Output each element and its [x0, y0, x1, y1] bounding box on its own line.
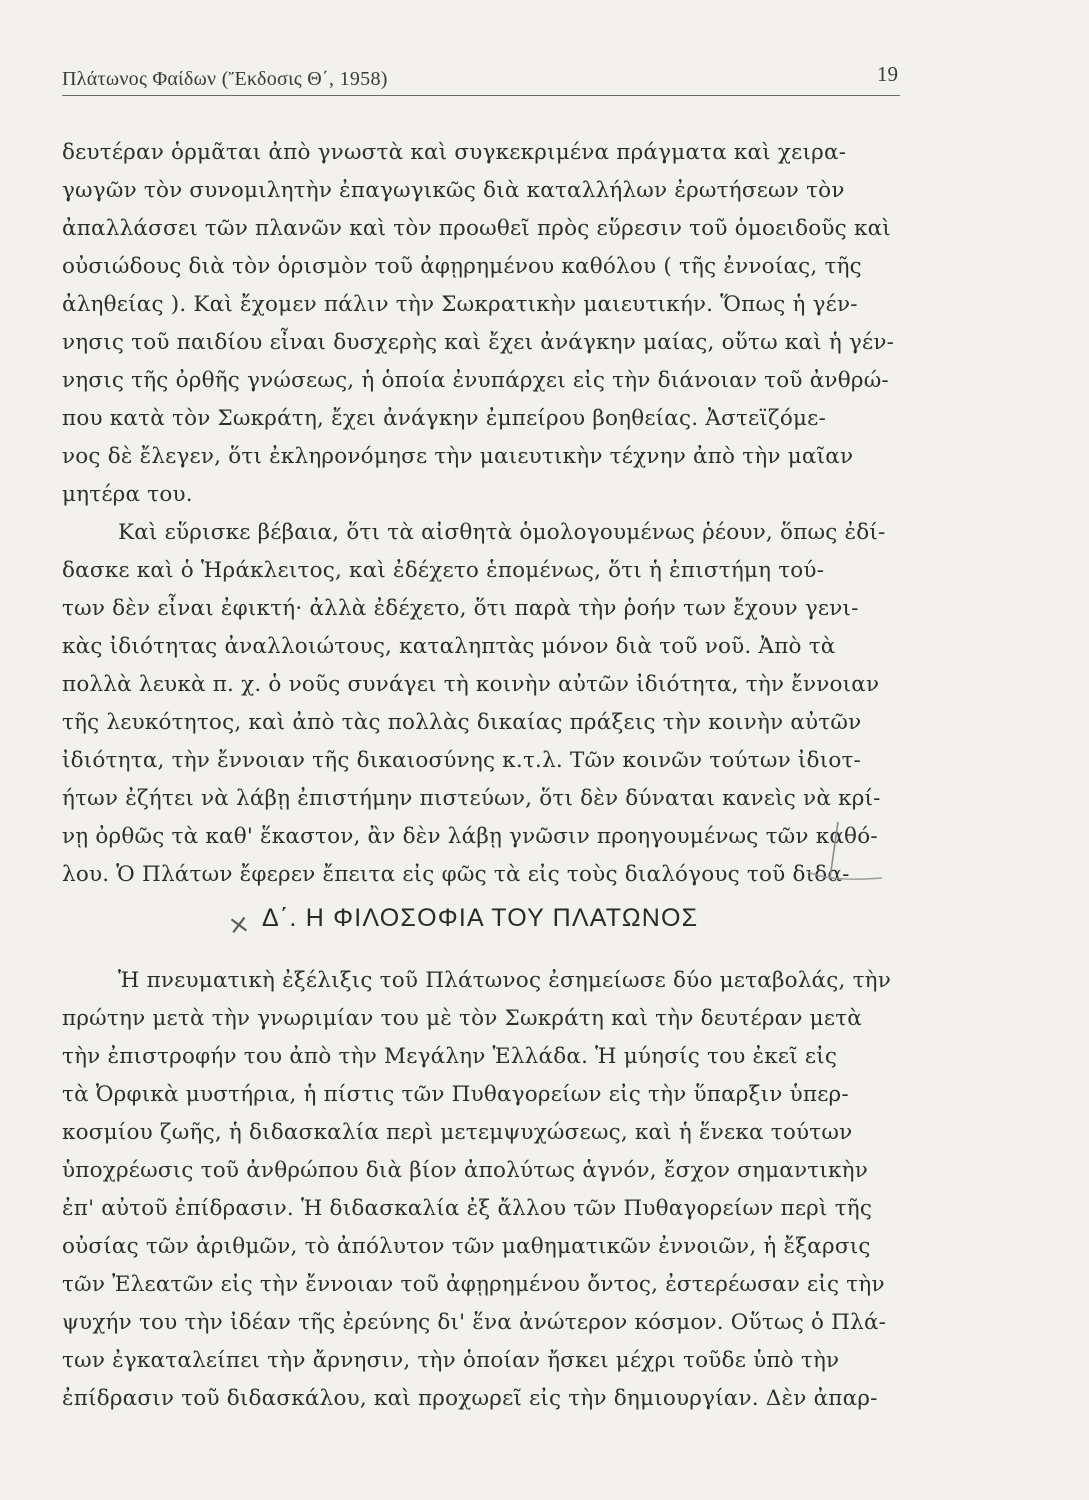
text-line: ἀπαλλάσσει τῶν πλανῶν καὶ τὸν προωθεῖ πρὸς εὕρεσιν τοῦ ὁμοειδοῦς καὶ: [62, 216, 891, 241]
header-title: Πλάτωνος Φαίδων (Ἔκδοσις Θ΄, 1958): [62, 68, 388, 90]
text-line: δευτέραν ὁρμᾶται ἀπὸ γνωστὰ καὶ συγκεκριμένα πράγματα καὶ χειρα-: [62, 140, 847, 165]
text-line: μητέρα του.: [62, 482, 193, 507]
page-number: 19: [877, 62, 898, 86]
text-line: οὐσιώδους διὰ τὸν ὁρισμὸν τοῦ ἀφῃρημένου καθόλου ( τῆς ἐννοίας, τῆς: [62, 254, 862, 279]
text-line: λου. Ὁ Πλάτων ἔφερεν ἔπειτα εἰς φῶς τὰ εἰς τοὺς διαλόγους τοῦ διδα-: [62, 862, 850, 887]
text-line: που κατὰ τὸν Σωκράτη, ἔχει ἀνάγκην ἐμπείρου βοηθείας. Ἀστεϊζόμε-: [62, 406, 826, 431]
text-line: ήτων ἐζήτει νὰ λάβῃ ἐπιστήμην πιστεύων, ὅτι δὲν δύναται κανεὶς νὰ κρί-: [62, 786, 881, 811]
text-line: πρώτην μετὰ τὴν γνωριμίαν του μὲ τὸν Σωκράτη καὶ τὴν δευτέραν μετὰ: [62, 1006, 863, 1031]
text-line: ἐπ' αὐτοῦ ἐπίδρασιν. Ἡ διδασκαλία ἐξ ἄλλου τῶν Πυθαγορείων περὶ τῆς: [62, 1196, 873, 1221]
text-line: κοσμίου ζωῆς, ἡ διδασκαλία περὶ μετεμψυχώσεως, καὶ ἡ ἕνεκα τούτων: [62, 1120, 853, 1145]
running-header: [62, 62, 900, 92]
text-line: ἰδιότητα, τὴν ἔννοιαν τῆς δικαιοσύνης κ.τ.λ. Τῶν κοινῶν τούτων ἰδιοτ-: [62, 748, 862, 773]
cross-mark-icon: ×: [226, 908, 252, 942]
header-rule: [62, 95, 900, 96]
text-line: νῃ ὀρθῶς τὰ καθ' ἕκαστον, ἂν δὲν λάβῃ γνῶσιν προηγουμένως τῶν καθό-: [62, 824, 878, 849]
text-line: τῆς λευκότητος, καὶ ἀπὸ τὰς πολλὰς δικαίας πράξεις τὴν κοινὴν αὐτῶν: [62, 710, 862, 735]
text-line: ἐπίδρασιν τοῦ διδασκάλου, καὶ προχωρεῖ εἰς τὴν δημιουργίαν. Δὲν ἀπαρ-: [62, 1386, 878, 1411]
text-line: τὴν ἐπιστροφήν του ἀπὸ τὴν Μεγάλην Ἑλλάδα. Ἡ μύησίς του ἐκεῖ εἰς: [62, 1044, 838, 1069]
text-line: ἀληθείας ). Καὶ ἔχομεν πάλιν τὴν Σωκρατικὴν μαιευτικήν. Ὅπως ἡ γέν-: [62, 292, 858, 317]
text-line: νος δὲ ἔλεγεν, ὅτι ἐκληρονόμησε τὴν μαιευτικὴν τέχνην ἀπὸ τὴν μαῖαν: [62, 444, 854, 469]
text-line: Καὶ εὕρισκε βέβαια, ὅτι τὰ αἰσθητὰ ὁμολογουμένως ῥέουν, ὅπως ἐδί-: [118, 520, 886, 545]
text-line: Ἡ πνευματικὴ ἐξέλιξις τοῦ Πλάτωνος ἐσημείωσε δύο μεταβολάς, τὴν: [118, 968, 892, 993]
text-line: γωγῶν τὸν συνομιλητὴν ἐπαγωγικῶς διὰ καταλλήλων ἐρωτήσεων τὸν: [62, 178, 845, 203]
text-line: των ἐγκαταλείπει τὴν ἄρνησιν, τὴν ὁποίαν ἤσκει μέχρι τοῦδε ὑπὸ τὴν: [62, 1348, 840, 1373]
text-line: πολλὰ λευκὰ π. χ. ὁ νοῦς συνάγει τὴ κοινὴν αὐτῶν ἰδιότητα, τὴν ἔννοιαν: [62, 672, 880, 697]
section-heading: Δ΄. Η ΦΙΛΟΣΟΦΙΑ ΤΟΥ ΠΛΑΤΩΝΟΣ: [262, 904, 699, 932]
pencil-check-icon: [800, 820, 890, 890]
text-line: κὰς ἰδιότητας ἀναλλοιώτους, καταληπτὰς μόνον διὰ τοῦ νοῦ. Ἀπὸ τὰ: [62, 634, 836, 659]
text-line: νησις τοῦ παιδίου εἶναι δυσχερὴς καὶ ἔχει ἀνάγκην μαίας, οὕτω καὶ ἡ γέν-: [62, 330, 895, 355]
text-line: τὰ Ὀρφικὰ μυστήρια, ἡ πίστις τῶν Πυθαγορείων εἰς τὴν ὕπαρξιν ὑπερ-: [62, 1082, 849, 1107]
text-line: των δὲν εἶναι ἐφικτή· ἀλλὰ ἐδέχετο, ὅτι παρὰ τὴν ῥοήν των ἔχουν γενι-: [62, 596, 859, 621]
text-line: τῶν Ἐλεατῶν εἰς τὴν ἔννοιαν τοῦ ἀφῃρημένου ὄντος, ἐστερέωσαν εἰς τὴν: [62, 1272, 885, 1297]
text-line: νησις τῆς ὀρθῆς γνώσεως, ἡ ὁποία ἐνυπάρχει εἰς τὴν διάνοιαν τοῦ ἀνθρώ-: [62, 368, 889, 393]
text-line: δασκε καὶ ὁ Ἡράκλειτος, καὶ ἐδέχετο ἑπομένως, ὅτι ἡ ἐπιστήμη τού-: [62, 558, 825, 583]
text-line: οὐσίας τῶν ἀριθμῶν, τὸ ἀπόλυτον τῶν μαθηματικῶν ἐννοιῶν, ἡ ἔξαρσις: [62, 1234, 871, 1259]
text-line: ὑποχρέωσις τοῦ ἀνθρώπου διὰ βίον ἀπολύτως ἁγνόν, ἔσχον σημαντικὴν: [62, 1158, 868, 1183]
text-line: ψυχήν του τὴν ἰδέαν τῆς ἐρεύνης δι' ἕνα ἀνώτερον κόσμον. Οὕτως ὁ Πλά-: [62, 1310, 887, 1335]
